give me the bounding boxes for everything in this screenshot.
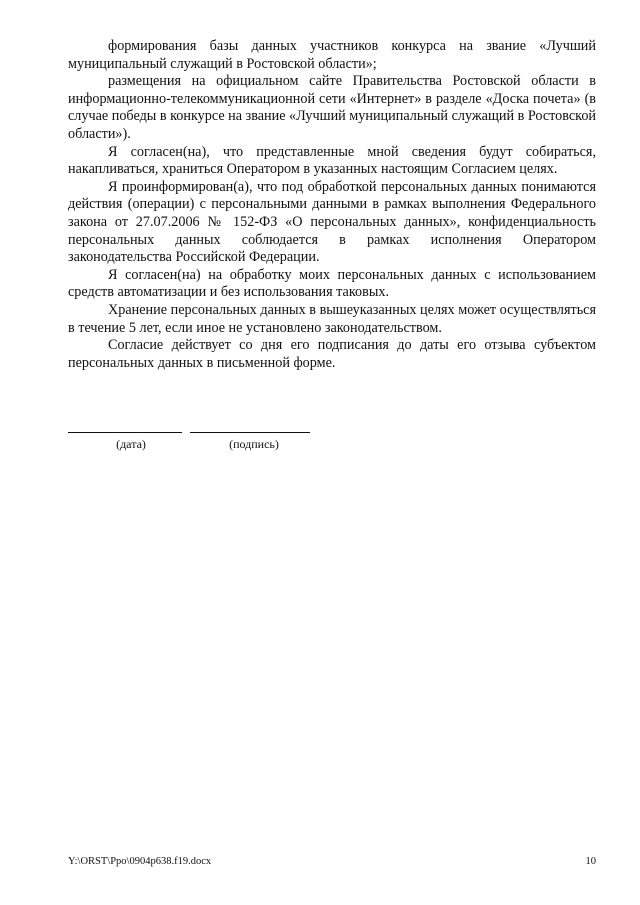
paragraph: Я согласен(на), что представленные мной сведения будут собираться, накапливаться, храниться Оператором в указанных настоящим Согласием целях.	[68, 143, 596, 178]
signature-block	[68, 432, 328, 462]
document-body	[68, 38, 596, 372]
page-footer	[68, 855, 596, 869]
paragraph: Согласие действует со дня его подписания до даты его отзыва субъектом персональных данных в письменной форме.	[68, 337, 596, 371]
page-number: 10	[585, 856, 596, 867]
paragraph: Хранение персональных данных в вышеуказанных целях может осуществляться в течение 5 лет, если иное не установлено законодательством.	[68, 301, 596, 336]
date-caption: (дата)	[116, 437, 146, 451]
signature-caption: (подпись)	[229, 437, 279, 451]
paragraph: формирования базы данных участников конкурса на звание «Лучший муниципальный служащий в Ростовской области»;	[68, 38, 596, 72]
paragraph: размещения на официальном сайте Правительства Ростовской области в информационно-телекоммуникационной сети «Интернет» в разделе «Доска почета» (в случае победы в конкурсе на звание «Лучший муниципальный служащий в Ростовской области»).	[68, 73, 597, 142]
file-path: Y:\ORST\Ppo\0904p638.f19.docx	[68, 856, 212, 867]
signature-line	[190, 432, 310, 433]
date-line	[68, 432, 182, 433]
paragraph: Я согласен(на) на обработку моих персональных данных с использованием средств автоматизации и без использования таковых.	[68, 266, 596, 301]
paragraph: Я проинформирован(а), что под обработкой персональных данных понимаются действия (операции) с персональными данными в рамках выполнения Федерального закона от 27.07.2006 № 152-ФЗ «О персональных данных», конфиденциальность персональных данных соблюдается в рамках исполнения Оператором законодательства Российской Федерации.	[68, 178, 596, 266]
